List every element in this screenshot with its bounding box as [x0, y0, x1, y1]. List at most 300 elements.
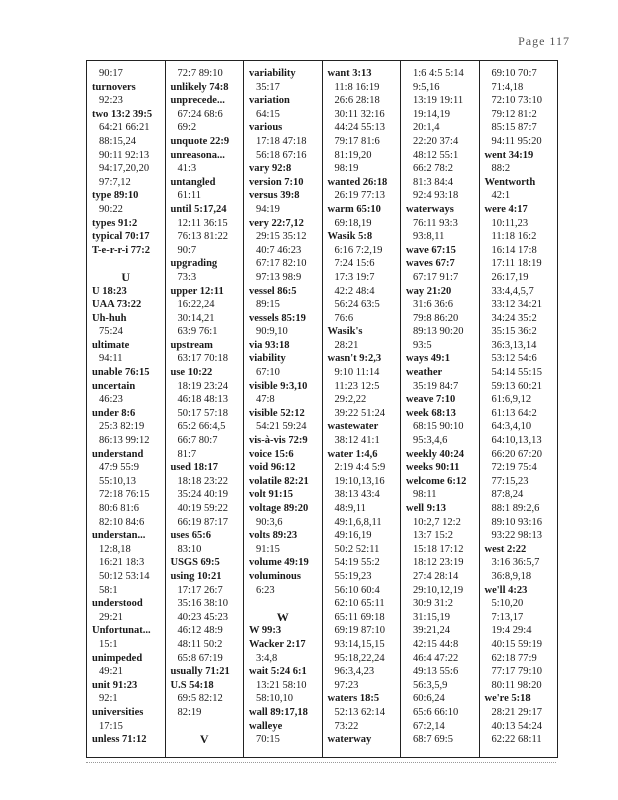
index-page-refs: 26:6 28:18 — [334, 95, 380, 107]
index-page-refs: 54:19 55:2 — [334, 557, 380, 569]
index-word-entry: waterways — [406, 203, 454, 215]
index-word-entry: volt 91:15 — [249, 489, 294, 501]
index-word-entry: unless 71:12 — [92, 734, 147, 746]
index-page-refs: 44:24 55:13 — [334, 122, 385, 134]
index-page-refs: 55:10,13 — [99, 475, 137, 487]
index-page-refs: 12:8,18 — [99, 543, 131, 555]
index-page-refs: 67:10 — [256, 367, 280, 379]
index-page-refs: 60:6,24 — [413, 693, 445, 705]
index-page-refs: 16:21 18:3 — [99, 557, 145, 569]
index-page-refs: 49:21 — [99, 666, 123, 678]
index-word-entry: wave 67:15 — [406, 244, 456, 256]
index-page-refs: 77:17 79:10 — [491, 666, 542, 678]
index-page-refs: 3:4,8 — [256, 652, 278, 664]
index-page-refs: 93:8,11 — [413, 231, 445, 243]
index-page-refs: 70:15 — [256, 734, 280, 746]
index-word-entry: visible 9:3,10 — [249, 380, 308, 392]
index-page-refs: 94:19 — [256, 203, 280, 215]
index-page-refs: 39:21,24 — [413, 625, 451, 637]
index-page-refs: 5:10,20 — [491, 598, 524, 610]
index-word-entry: used 18:17 — [170, 462, 219, 474]
index-page-refs: 80:11 98:20 — [491, 679, 542, 691]
index-page-refs: 79:17 81:6 — [334, 135, 380, 147]
index-page-refs: 55:19,23 — [334, 570, 372, 582]
index-page-refs: 81:3 84:4 — [413, 176, 453, 188]
index-page-refs: 19:4 29:4 — [491, 625, 532, 637]
index-word-entry: U.S 54:18 — [170, 679, 214, 691]
index-page-refs: 88:1 89:2,6 — [491, 503, 540, 514]
index-page-refs: 17:3 19:7 — [334, 271, 375, 283]
index-word-entry: two 13:2 39:5 — [92, 108, 153, 120]
index-word-entry: Unfortunat... — [92, 625, 151, 637]
index-page-refs: 69:10 70:7 — [491, 68, 537, 79]
index-page-refs: 18:19 23:24 — [177, 380, 228, 392]
index-page-refs: 40:13 54:24 — [491, 720, 542, 732]
index-page-refs: 97:23 — [334, 679, 359, 691]
index-word-entry: voluminous — [249, 570, 301, 582]
index-page-refs: 42:2 48:4 — [334, 285, 375, 297]
index-word-entry: upper 12:11 — [170, 285, 224, 297]
index-page-refs: 72:7 89:10 — [177, 68, 223, 79]
index-page-refs: 46:18 48:13 — [177, 394, 228, 406]
index-word-entry: we're 5:18 — [484, 693, 531, 705]
index-page-refs: 69:5 82:12 — [177, 693, 223, 705]
index-word-entry: T-e-r-r-i 77:2 — [92, 244, 151, 256]
index-word-entry: untangled — [170, 176, 216, 188]
index-word-entry: W 99:3 — [249, 625, 282, 637]
index-page-refs: 6:16 7:2,19 — [334, 244, 383, 256]
index-page-refs: 90:17 — [99, 68, 123, 79]
index-page-refs: 36:3,13,14 — [491, 339, 537, 351]
index-word-entry: weave 7:10 — [406, 394, 456, 406]
index-word-entry: were 4:17 — [484, 203, 528, 215]
index-page-refs: 62:18 77:9 — [491, 652, 537, 664]
index-page-refs: 40:7 46:23 — [256, 244, 302, 256]
index-page-refs: 94:11 — [99, 353, 123, 365]
index-word-entry: we'll 4:23 — [484, 584, 528, 596]
index-page-refs: 47:9 55:9 — [99, 462, 139, 474]
index-word-entry: way 21:20 — [406, 285, 452, 297]
index-page-refs: 56:24 63:5 — [334, 299, 380, 311]
index-page-refs: 81:7 — [177, 448, 197, 460]
index-page-refs: 67:24 68:6 — [177, 108, 223, 120]
index-page-refs: 29:2,22 — [334, 394, 367, 406]
index-page-refs: 52:13 62:14 — [334, 706, 385, 718]
index-word-entry: went 34:19 — [484, 149, 534, 161]
index-page-refs: 17:18 47:18 — [256, 135, 307, 147]
index-page-refs: 40:15 59:19 — [491, 638, 542, 650]
index-page-refs: 96:3,4,23 — [334, 666, 375, 678]
index-page-refs: 64:3,4,10 — [491, 421, 532, 433]
index-page-refs: 94:17,20,20 — [99, 163, 150, 175]
index-letter-heading: U — [121, 270, 131, 284]
index-page-refs: 11:8 16:19 — [334, 81, 380, 93]
index-page-refs: 13:7 15:2 — [413, 530, 453, 542]
index-page-refs: 48:9,11 — [334, 503, 366, 514]
index-page-refs: 88:15,24 — [99, 135, 137, 147]
index-word-entry: welcome 6:12 — [406, 475, 467, 487]
index-page-refs: 69:19 87:10 — [334, 625, 385, 637]
index-page-refs: 48:12 55:1 — [413, 149, 459, 161]
index-page-refs: 79:12 81:2 — [491, 108, 537, 120]
index-page-refs: 12:11 36:15 — [177, 217, 228, 229]
index-page-refs: 83:10 — [177, 543, 202, 555]
index-page-refs: 33:12 34:21 — [491, 299, 542, 311]
index-column-3 — [244, 61, 323, 757]
index-page-refs: 73:3 — [177, 271, 197, 283]
index-page-refs: 47:8 — [256, 394, 275, 406]
index-page-refs: 13:21 58:10 — [256, 679, 307, 691]
index-word-entry: wasn't 9:2,3 — [327, 353, 382, 365]
index-page-refs: 53:12 54:6 — [491, 353, 537, 365]
index-word-entry: vis-à-vis 72:9 — [249, 435, 308, 447]
index-page-refs: 26:17,19 — [491, 271, 529, 283]
index-page-refs: 61:6,9,12 — [491, 394, 532, 406]
index-word-entry: weeks 90:11 — [406, 462, 460, 474]
index-page-refs: 35:19 84:7 — [413, 380, 459, 392]
index-page-refs: 82:19 — [177, 706, 202, 718]
index-word-entry: volts 89:23 — [249, 530, 298, 542]
index-page-refs: 42:15 44:8 — [413, 638, 459, 650]
index-word-entry: variability — [249, 68, 296, 79]
index-page-refs: 39:22 51:24 — [334, 407, 385, 419]
index-word-entry: wanted 26:18 — [327, 176, 388, 188]
index-page-refs: 90:9,10 — [256, 326, 288, 338]
index-page-refs: 98:19 — [334, 163, 359, 175]
index-page-refs: 62:22 68:11 — [491, 734, 542, 746]
index-page-refs: 9:5,16 — [413, 81, 440, 93]
index-word-entry: type 89:10 — [92, 190, 139, 202]
index-column-4 — [323, 61, 402, 757]
index-page-refs: 94:11 95:20 — [491, 135, 542, 147]
index-page-refs: 64:21 66:21 — [99, 122, 150, 134]
index-page-refs: 65:6 66:10 — [413, 706, 459, 718]
index-page-refs: 97:7,12 — [99, 176, 131, 188]
index-page-refs: 17:17 26:7 — [177, 584, 223, 596]
index-page-refs: 34:24 35:2 — [491, 312, 537, 324]
index-word-entry: unreasona... — [170, 149, 225, 161]
index-letter-heading: V — [199, 733, 209, 747]
index-page-refs: 35:17 — [256, 81, 280, 93]
index-page-refs: 10:2,7 12:2 — [413, 516, 461, 528]
index-page-refs: 38:13 43:4 — [334, 489, 380, 501]
index-word-entry: turnovers — [92, 81, 136, 93]
index-page-refs: 95:3,4,6 — [413, 435, 448, 447]
index-page-refs: 66:20 67:20 — [491, 448, 542, 460]
index-page-refs: 75:24 — [99, 326, 123, 338]
index-word-entry: upstream — [170, 339, 213, 351]
index-page-refs: 35:24 40:19 — [177, 489, 228, 501]
index-word-entry: uncertain — [92, 380, 136, 392]
index-word-entry: visible 52:12 — [249, 407, 305, 419]
index-page-refs: 58:10,10 — [256, 693, 294, 705]
index-word-entry: universities — [92, 706, 144, 718]
index-word-entry: under 8:6 — [92, 407, 136, 419]
index-page-refs: 67:2,14 — [413, 720, 445, 732]
index-word-entry: voltage 89:20 — [249, 503, 309, 514]
index-page-refs: 19:10,13,16 — [334, 475, 385, 487]
index-page-refs: 19:14,19 — [413, 108, 451, 120]
index-page-refs: 71:4,18 — [491, 81, 524, 93]
index-word-entry: wait 5:24 6:1 — [249, 666, 307, 678]
index-page-refs: 36:8,9,18 — [491, 570, 532, 582]
index-word-entry: volatile 82:21 — [249, 475, 309, 487]
index-word-entry: understand — [92, 448, 144, 460]
index-page-refs: 16:22,24 — [177, 299, 215, 311]
index-page-refs: 56:10 60:4 — [334, 584, 380, 596]
index-page-refs: 54:14 55:15 — [491, 367, 542, 379]
index-column-6 — [480, 61, 558, 757]
index-page-refs: 76:11 93:3 — [413, 217, 458, 229]
index-word-entry: versus 39:8 — [249, 190, 300, 202]
index-word-entry: weekly 40:24 — [406, 448, 465, 460]
index-word-entry: Wasik's — [327, 326, 363, 338]
index-page-refs: 7:13,17 — [491, 611, 524, 623]
index-page-refs: 15:1 — [99, 638, 118, 650]
index-page-refs: 26:19 77:13 — [334, 190, 385, 202]
index-word-entry: ways 49:1 — [406, 353, 451, 365]
index-page-refs: 93:14,15,15 — [334, 638, 385, 650]
index-page-refs: 61:13 64:2 — [491, 407, 537, 419]
index-page-refs: 46:23 — [99, 394, 123, 406]
index-page-refs: 90:22 — [99, 203, 123, 215]
index-word-entry: until 5:17,24 — [170, 203, 227, 215]
index-page-refs: 9:10 11:14 — [334, 367, 380, 379]
index-page-refs: 65:2 66:4,5 — [177, 421, 226, 433]
index-page-refs: 56:18 67:16 — [256, 149, 307, 161]
index-page-refs: 86:13 99:12 — [99, 435, 150, 447]
index-page-refs: 67:17 82:10 — [256, 258, 307, 270]
index-page-refs: 65:11 69:18 — [334, 611, 385, 623]
index-page-refs: 49:1,6,8,11 — [334, 516, 382, 528]
footer-rule — [86, 762, 556, 763]
index-page-refs: 92:1 — [99, 693, 118, 705]
index-page-refs: 72:19 75:4 — [491, 462, 537, 474]
word-index-table — [86, 60, 558, 758]
index-word-entry: unable 76:15 — [92, 367, 150, 379]
index-page-refs: 79:8 86:20 — [413, 312, 459, 324]
index-word-entry: unimpeded — [92, 652, 143, 664]
index-page-refs: 28:21 29:17 — [491, 706, 542, 718]
index-page-refs: 68:7 69:5 — [413, 734, 453, 746]
index-page-refs: 17:15 — [99, 720, 123, 732]
index-word-entry: using 10:21 — [170, 570, 222, 582]
index-page-refs: 1:6 4:5 5:14 — [413, 68, 464, 79]
index-page-refs: 30:9 31:2 — [413, 598, 453, 610]
index-page-refs: 95:18,22,24 — [334, 652, 385, 664]
index-page-refs: 38:12 41:1 — [334, 435, 380, 447]
index-word-entry: voice 15:6 — [249, 448, 294, 460]
index-page-refs: 89:10 93:16 — [491, 516, 542, 528]
index-word-entry: USGS 69:5 — [170, 557, 220, 569]
index-word-entry: version 7:10 — [249, 176, 304, 188]
index-page-refs: 69:2 — [177, 122, 197, 134]
index-page-refs: 20:1,4 — [413, 122, 440, 134]
index-page-refs: 66:19 87:17 — [177, 516, 228, 528]
index-page-refs: 62:10 65:11 — [334, 598, 385, 610]
page-number: Page 117 — [518, 34, 570, 48]
index-page-refs: 40:19 59:22 — [177, 503, 228, 514]
index-page-refs: 50:12 53:14 — [99, 570, 150, 582]
index-page-refs: 58:1 — [99, 584, 118, 596]
index-word-entry: walleye — [249, 720, 283, 732]
index-page-refs: 46:12 48:9 — [177, 625, 223, 637]
index-word-entry: various — [249, 122, 283, 134]
index-word-entry: Wasik 5:8 — [327, 231, 373, 243]
index-page-refs: 72:10 73:10 — [491, 95, 542, 107]
index-word-entry: vessels 85:19 — [249, 312, 306, 324]
index-page-refs: 68:15 90:10 — [413, 421, 464, 433]
index-page-refs: 11:18 16:2 — [491, 231, 537, 243]
index-page-refs: 6:23 — [256, 584, 275, 596]
index-page-refs: 48:11 50:2 — [177, 638, 223, 650]
index-word-entry: Wacker 2:17 — [249, 638, 306, 650]
index-word-entry: types 91:2 — [92, 217, 138, 229]
index-page-refs: 69:18,19 — [334, 217, 372, 229]
index-word-entry: typical 70:17 — [92, 231, 150, 243]
index-page-refs: 41:3 — [177, 163, 197, 175]
index-page-refs: 17:11 18:19 — [491, 258, 542, 270]
index-word-entry: vary 92:8 — [249, 163, 292, 175]
index-page-refs — [87, 257, 165, 271]
index-word-entry: viability — [249, 353, 286, 365]
index-page-refs: 61:11 — [177, 190, 202, 202]
index-page-refs: 50:2 52:11 — [334, 543, 380, 555]
index-page-refs: 87:8,24 — [491, 489, 524, 501]
index-page-refs: 76:6 — [334, 312, 354, 324]
index-page-refs: 13:19 19:11 — [413, 95, 464, 107]
index-page-refs: 89:15 — [256, 299, 280, 311]
index-word-entry: wastewater — [327, 421, 379, 433]
index-word-entry: via 93:18 — [249, 339, 290, 351]
index-page-refs: 33:4,4,5,7 — [491, 285, 534, 297]
index-page-refs: 97:13 98:9 — [256, 271, 302, 283]
index-page-refs: 18:12 23:19 — [413, 557, 464, 569]
index-column-5 — [401, 61, 480, 757]
index-page-refs: 46:4 47:22 — [413, 652, 459, 664]
index-page-refs: 22:20 37:4 — [413, 135, 459, 147]
index-page-refs: 31:15,19 — [413, 611, 451, 623]
index-page-refs — [166, 720, 244, 734]
index-word-entry: variation — [249, 95, 290, 107]
index-word-entry: warm 65:10 — [327, 203, 381, 215]
index-page-refs: 54:21 59:24 — [256, 421, 307, 433]
index-page-refs: 66:7 80:7 — [177, 435, 218, 447]
index-page-refs: 29:10,12,19 — [413, 584, 464, 596]
index-page-refs: 76:13 81:22 — [177, 231, 228, 243]
index-word-entry: very 22:7,12 — [249, 217, 304, 229]
index-page-refs: 92:4 93:18 — [413, 190, 459, 202]
index-page-refs: 29:21 — [99, 611, 123, 623]
index-page-refs — [244, 597, 322, 611]
index-page-refs: 16:14 17:8 — [491, 244, 537, 256]
index-column-2 — [166, 61, 245, 757]
index-word-entry: waterway — [327, 734, 372, 746]
index-page-refs: 31:6 36:6 — [413, 299, 453, 311]
index-page-refs: 35:15 36:2 — [491, 326, 537, 338]
index-page-refs: 89:13 90:20 — [413, 326, 464, 338]
index-word-entry: Wentworth — [484, 176, 536, 188]
index-word-entry: wall 89:17,18 — [249, 706, 308, 718]
index-page-refs: 64:10,13,13 — [491, 435, 542, 447]
index-page-refs: 27:4 28:14 — [413, 570, 459, 582]
index-page-refs: 81:19,20 — [334, 149, 372, 161]
index-column-1 — [87, 61, 166, 757]
index-page-refs: 63:17 70:18 — [177, 353, 228, 365]
index-word-entry: void 96:12 — [249, 462, 296, 474]
index-page-refs: 80:6 81:6 — [99, 503, 139, 514]
index-page-refs: 66:2 78:2 — [413, 163, 453, 175]
index-word-entry: U 18:23 — [92, 285, 127, 297]
index-page-refs: 7:24 15:6 — [334, 258, 375, 270]
index-word-entry: west 2:22 — [484, 543, 527, 555]
index-page-refs: 59:13 60:21 — [491, 380, 542, 392]
index-page-refs: 63:9 76:1 — [177, 326, 218, 338]
index-page-refs: 77:15,23 — [491, 475, 529, 487]
index-page-refs: 91:15 — [256, 543, 280, 555]
index-page-refs: 35:16 38:10 — [177, 598, 228, 610]
index-page-refs: 3:16 36:5,7 — [491, 557, 540, 569]
index-word-entry: weather — [406, 367, 443, 379]
index-page-refs: 64:15 — [256, 108, 280, 120]
index-page-refs: 30:11 32:16 — [334, 108, 385, 120]
index-page-refs: 42:1 — [491, 190, 511, 202]
index-page-refs: 49:13 55:6 — [413, 666, 459, 678]
index-page-refs: 93:22 98:13 — [491, 530, 542, 542]
index-word-entry: unquote 22:9 — [170, 135, 230, 147]
index-word-entry: volume 49:19 — [249, 557, 309, 569]
index-page-refs: 10:11,23 — [491, 217, 529, 229]
index-word-entry: waves 67:7 — [406, 258, 455, 270]
index-page-refs: 28:21 — [334, 339, 359, 351]
index-word-entry: understood — [92, 598, 143, 610]
index-page-refs: 98:11 — [413, 489, 437, 501]
index-page-refs: 11:23 12:5 — [334, 380, 380, 392]
index-word-entry: unlikely 74:8 — [170, 81, 229, 93]
index-word-entry: vessel 86:5 — [249, 285, 297, 297]
index-word-entry: week 68:13 — [406, 407, 456, 419]
index-word-entry: UAA 73:22 — [92, 299, 142, 311]
index-word-entry: unit 91:23 — [92, 679, 138, 691]
index-page-refs: 25:3 82:19 — [99, 421, 145, 433]
index-page-refs: 50:17 57:18 — [177, 407, 228, 419]
index-page-refs: 65:8 67:19 — [177, 652, 223, 664]
index-page-refs: 90:11 92:13 — [99, 149, 150, 161]
index-page-refs: 18:18 23:22 — [177, 475, 228, 487]
index-page-refs: 29:15 35:12 — [256, 231, 307, 243]
index-word-entry: uses 65:6 — [170, 530, 212, 542]
index-page-refs: 40:23 45:23 — [177, 611, 228, 623]
index-page-refs: 90:7 — [177, 244, 197, 256]
index-page-refs: 56:3,5,9 — [413, 679, 448, 691]
index-word-entry: understan... — [92, 530, 146, 542]
index-page-refs: 49:16,19 — [334, 530, 372, 542]
index-word-entry: well 9:13 — [406, 503, 446, 514]
index-letter-heading: W — [276, 610, 289, 624]
index-page-refs: 88:2 — [491, 163, 511, 175]
index-word-entry: upgrading — [170, 258, 218, 270]
index-word-entry: want 3:13 — [327, 68, 372, 79]
index-word-entry: unprecede... — [170, 95, 225, 107]
index-page-refs: 30:14,21 — [177, 312, 215, 324]
index-page-refs: 90:3,6 — [256, 516, 283, 528]
index-word-entry: use 10:22 — [170, 367, 213, 379]
index-word-entry: waters 18:5 — [327, 693, 380, 705]
index-page-refs: 92:23 — [99, 95, 123, 107]
index-page-refs: 93:5 — [413, 339, 432, 351]
index-page-refs: 15:18 17:12 — [413, 543, 464, 555]
index-page-refs: 72:18 76:15 — [99, 489, 150, 501]
